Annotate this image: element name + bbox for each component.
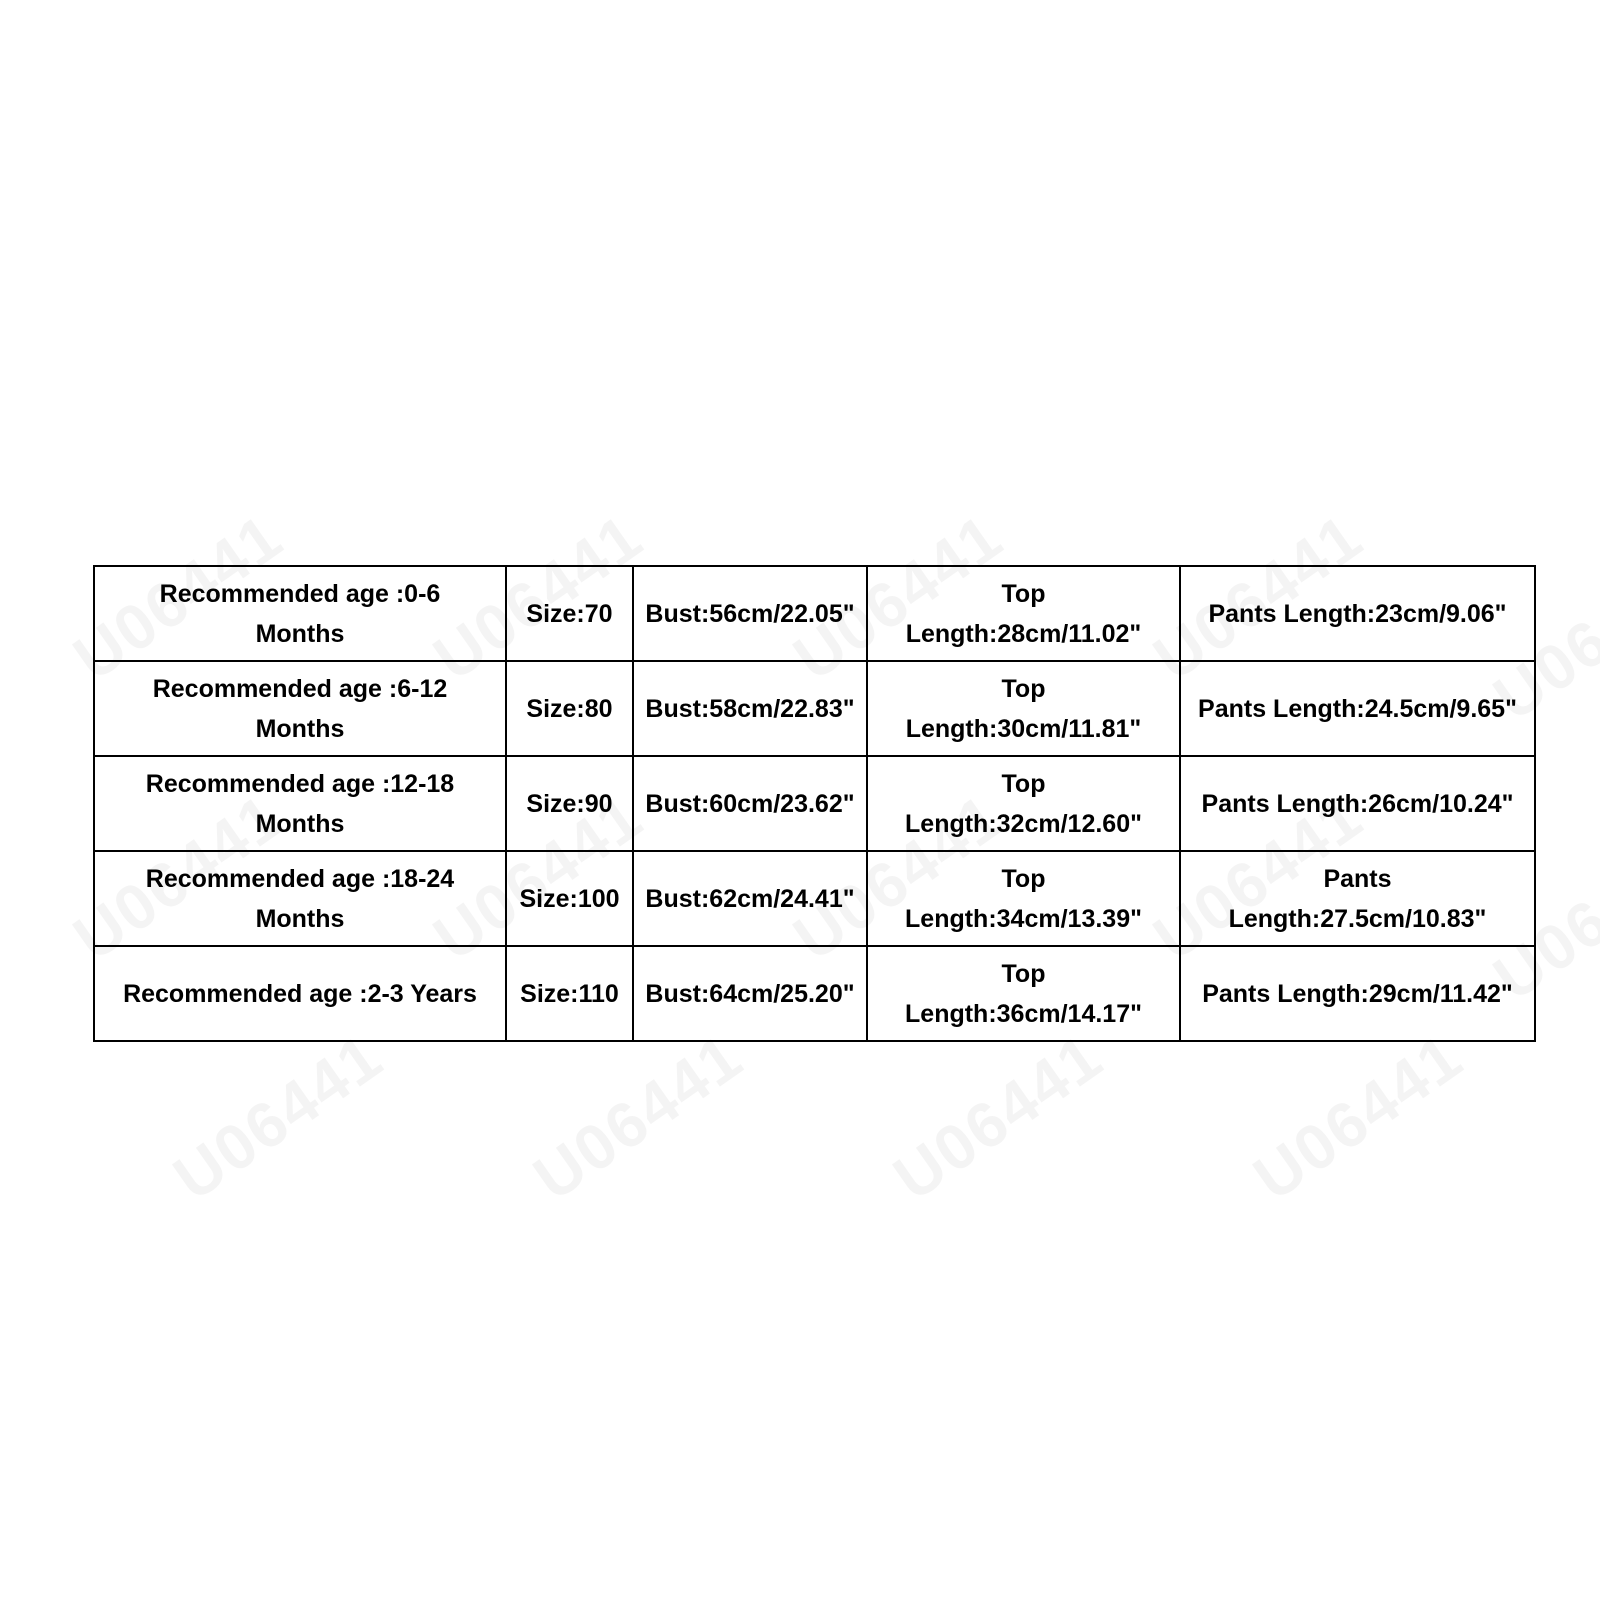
bust-cell: Bust:58cm/22.83"	[633, 661, 867, 756]
table-row	[94, 946, 1535, 1041]
size-cell: Size:100	[506, 851, 633, 946]
bust-cell: Bust:56cm/22.05"	[633, 566, 867, 661]
size-cell: Size:70	[506, 566, 633, 661]
pants-length-cell: Pants Length:26cm/10.24"	[1180, 756, 1535, 851]
size-chart-table	[93, 565, 1536, 1042]
table-row	[94, 756, 1535, 851]
top-length-cell: Top Length:28cm/11.02"	[867, 566, 1180, 661]
top-length-cell: Top Length:36cm/14.17"	[867, 946, 1180, 1041]
size-cell: Size:80	[506, 661, 633, 756]
pants-length-cell: Pants Length:29cm/11.42"	[1180, 946, 1535, 1041]
bust-cell: Bust:60cm/23.62"	[633, 756, 867, 851]
top-length-cell: Top Length:30cm/11.81"	[867, 661, 1180, 756]
watermark	[160, 1019, 396, 1215]
bust-cell: Bust:62cm/24.41"	[633, 851, 867, 946]
top-length-cell: Top Length:34cm/13.39"	[867, 851, 1180, 946]
table-row	[94, 851, 1535, 946]
age-cell: Recommended age :6-12 Months	[94, 661, 506, 756]
age-cell: Recommended age :0-6 Months	[94, 566, 506, 661]
watermark	[880, 1019, 1116, 1215]
pants-length-cell: Pants Length:23cm/9.06"	[1180, 566, 1535, 661]
size-cell: Size:110	[506, 946, 633, 1041]
age-cell: Recommended age :18-24 Months	[94, 851, 506, 946]
age-cell: Recommended age :2-3 Years	[94, 946, 506, 1041]
size-cell: Size:90	[506, 756, 633, 851]
bust-cell: Bust:64cm/25.20"	[633, 946, 867, 1041]
table-row	[94, 661, 1535, 756]
top-length-cell: Top Length:32cm/12.60"	[867, 756, 1180, 851]
table-row	[94, 566, 1535, 661]
age-cell: Recommended age :12-18 Months	[94, 756, 506, 851]
watermark	[520, 1019, 756, 1215]
watermark	[1240, 1019, 1476, 1215]
pants-length-cell: Pants Length:27.5cm/10.83"	[1180, 851, 1535, 946]
pants-length-cell: Pants Length:24.5cm/9.65"	[1180, 661, 1535, 756]
